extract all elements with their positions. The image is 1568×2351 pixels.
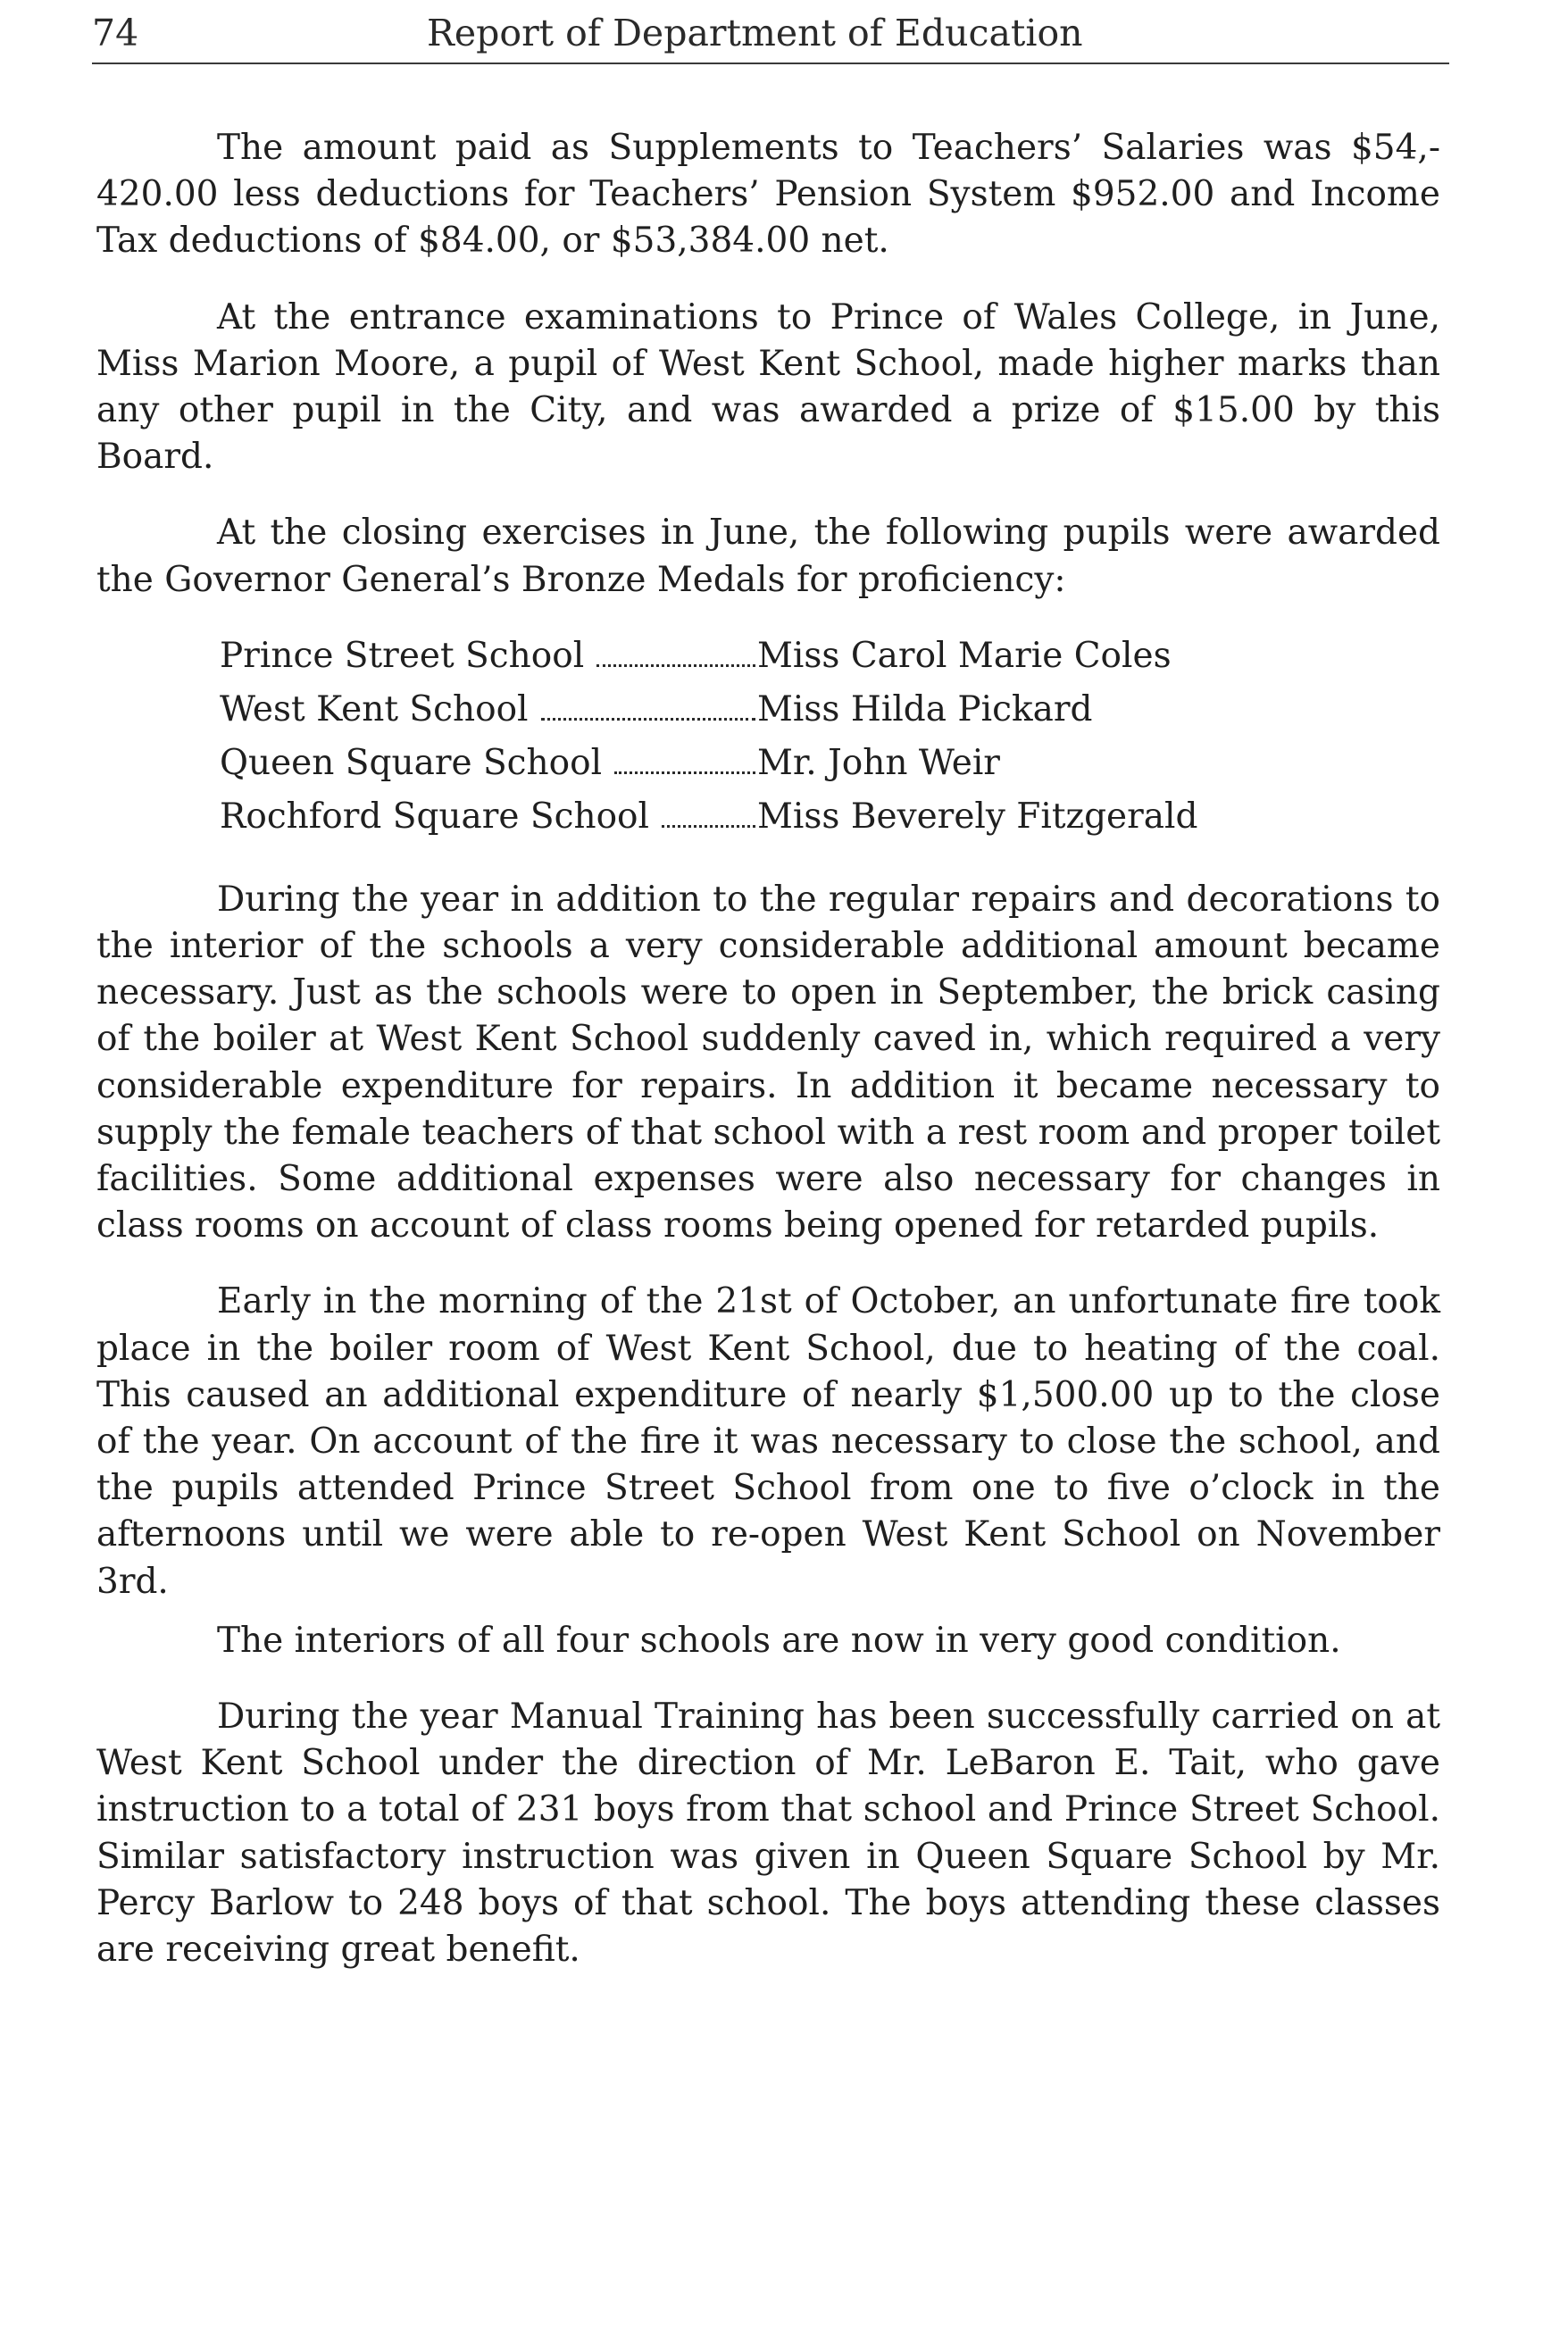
medal-recipient: Mr. John Weir xyxy=(757,742,1000,783)
paragraph-entrance-prize: At the entrance examinations to Prince of Wales College, in June, Miss Marion Moore, a pupil of West Kent School, made higher marks than any other pupil in the City, and was awarded a prize of $15.00 by this Board. xyxy=(96,296,1440,478)
paragraph-interiors: The interiors of all four schools are now in very good condition. xyxy=(217,1620,1341,1661)
paragraph-fire: Early in the morning of the 21st of October, an unfortunate fire took place in the boiler room of West Kent School, due to heating of the coal. This caused an additional expenditure of nearly $1,500.00 up to the close of the year. On account of the fire it was necessary to close the school, and the pupils attended Prince Street School from one to five o’clock in the afternoons until we were able to re-open West Kent School on November 3rd. xyxy=(96,1281,1440,1602)
paragraph-manual-training: During the year Manual Training has been successfully carried on at West Kent School under the direction of Mr. LeBaron E. Tait, who gave instruction to a total of 231 boys from that school and Prince Street School. Similar satisfactory instruction was given in Queen Square School by Mr. Percy Barlow to 248 boys of that school. The boys attending these classes are receiving great benefit. xyxy=(96,1697,1440,1971)
dot-leader xyxy=(614,771,755,774)
medal-row xyxy=(220,740,1440,794)
running-title: Report of Department of Education xyxy=(427,12,1083,54)
page-header xyxy=(92,11,1449,64)
medal-recipient: Miss Carol Marie Coles xyxy=(757,635,1172,676)
dot-leader xyxy=(596,664,755,667)
medal-school: West Kent School xyxy=(220,688,529,729)
dot-leader xyxy=(541,718,755,721)
paragraph-repairs: During the year in addition to the regular repairs and decorations to the interior of the schools a very considerable additional amount became necessary. Just as the schools were to open in September, the brick casing of the boiler at West Kent School suddenly caved in, which required a very considerable expenditure for repairs. In addition it became necessary to supply the female teachers of that school with a rest room and proper toilet facilities. Some additional expenses were also necessary for changes in class rooms on account of class rooms being opened for retarded pupils. xyxy=(96,879,1440,1246)
medal-school: Rochford Square School xyxy=(220,796,650,837)
medal-school: Prince Street School xyxy=(220,635,585,676)
medal-list xyxy=(220,633,1440,847)
paragraph-medals-intro: At the closing exercises in June, the following pupils were awarded the Governor General’s Bronze Medals for proficiency: xyxy=(96,513,1440,600)
medal-recipient: Miss Hilda Pickard xyxy=(757,688,1093,729)
page-body xyxy=(96,125,1440,1973)
medal-row xyxy=(220,794,1440,847)
medal-recipient: Miss Beverely Fitzgerald xyxy=(757,796,1198,837)
paragraph-supplements: The amount paid as Supplements to Teachers’ Salaries was $54,420.00 less deductions for Teachers’ Pension System $952.00 and Income Tax deductions of $84.00, or $53,384.00 net. xyxy=(96,128,1440,262)
page-number: 74 xyxy=(92,12,139,54)
medal-school: Queen Square School xyxy=(220,742,603,783)
dot-leader xyxy=(662,825,755,828)
medal-row xyxy=(220,687,1440,740)
medal-row xyxy=(220,633,1440,687)
